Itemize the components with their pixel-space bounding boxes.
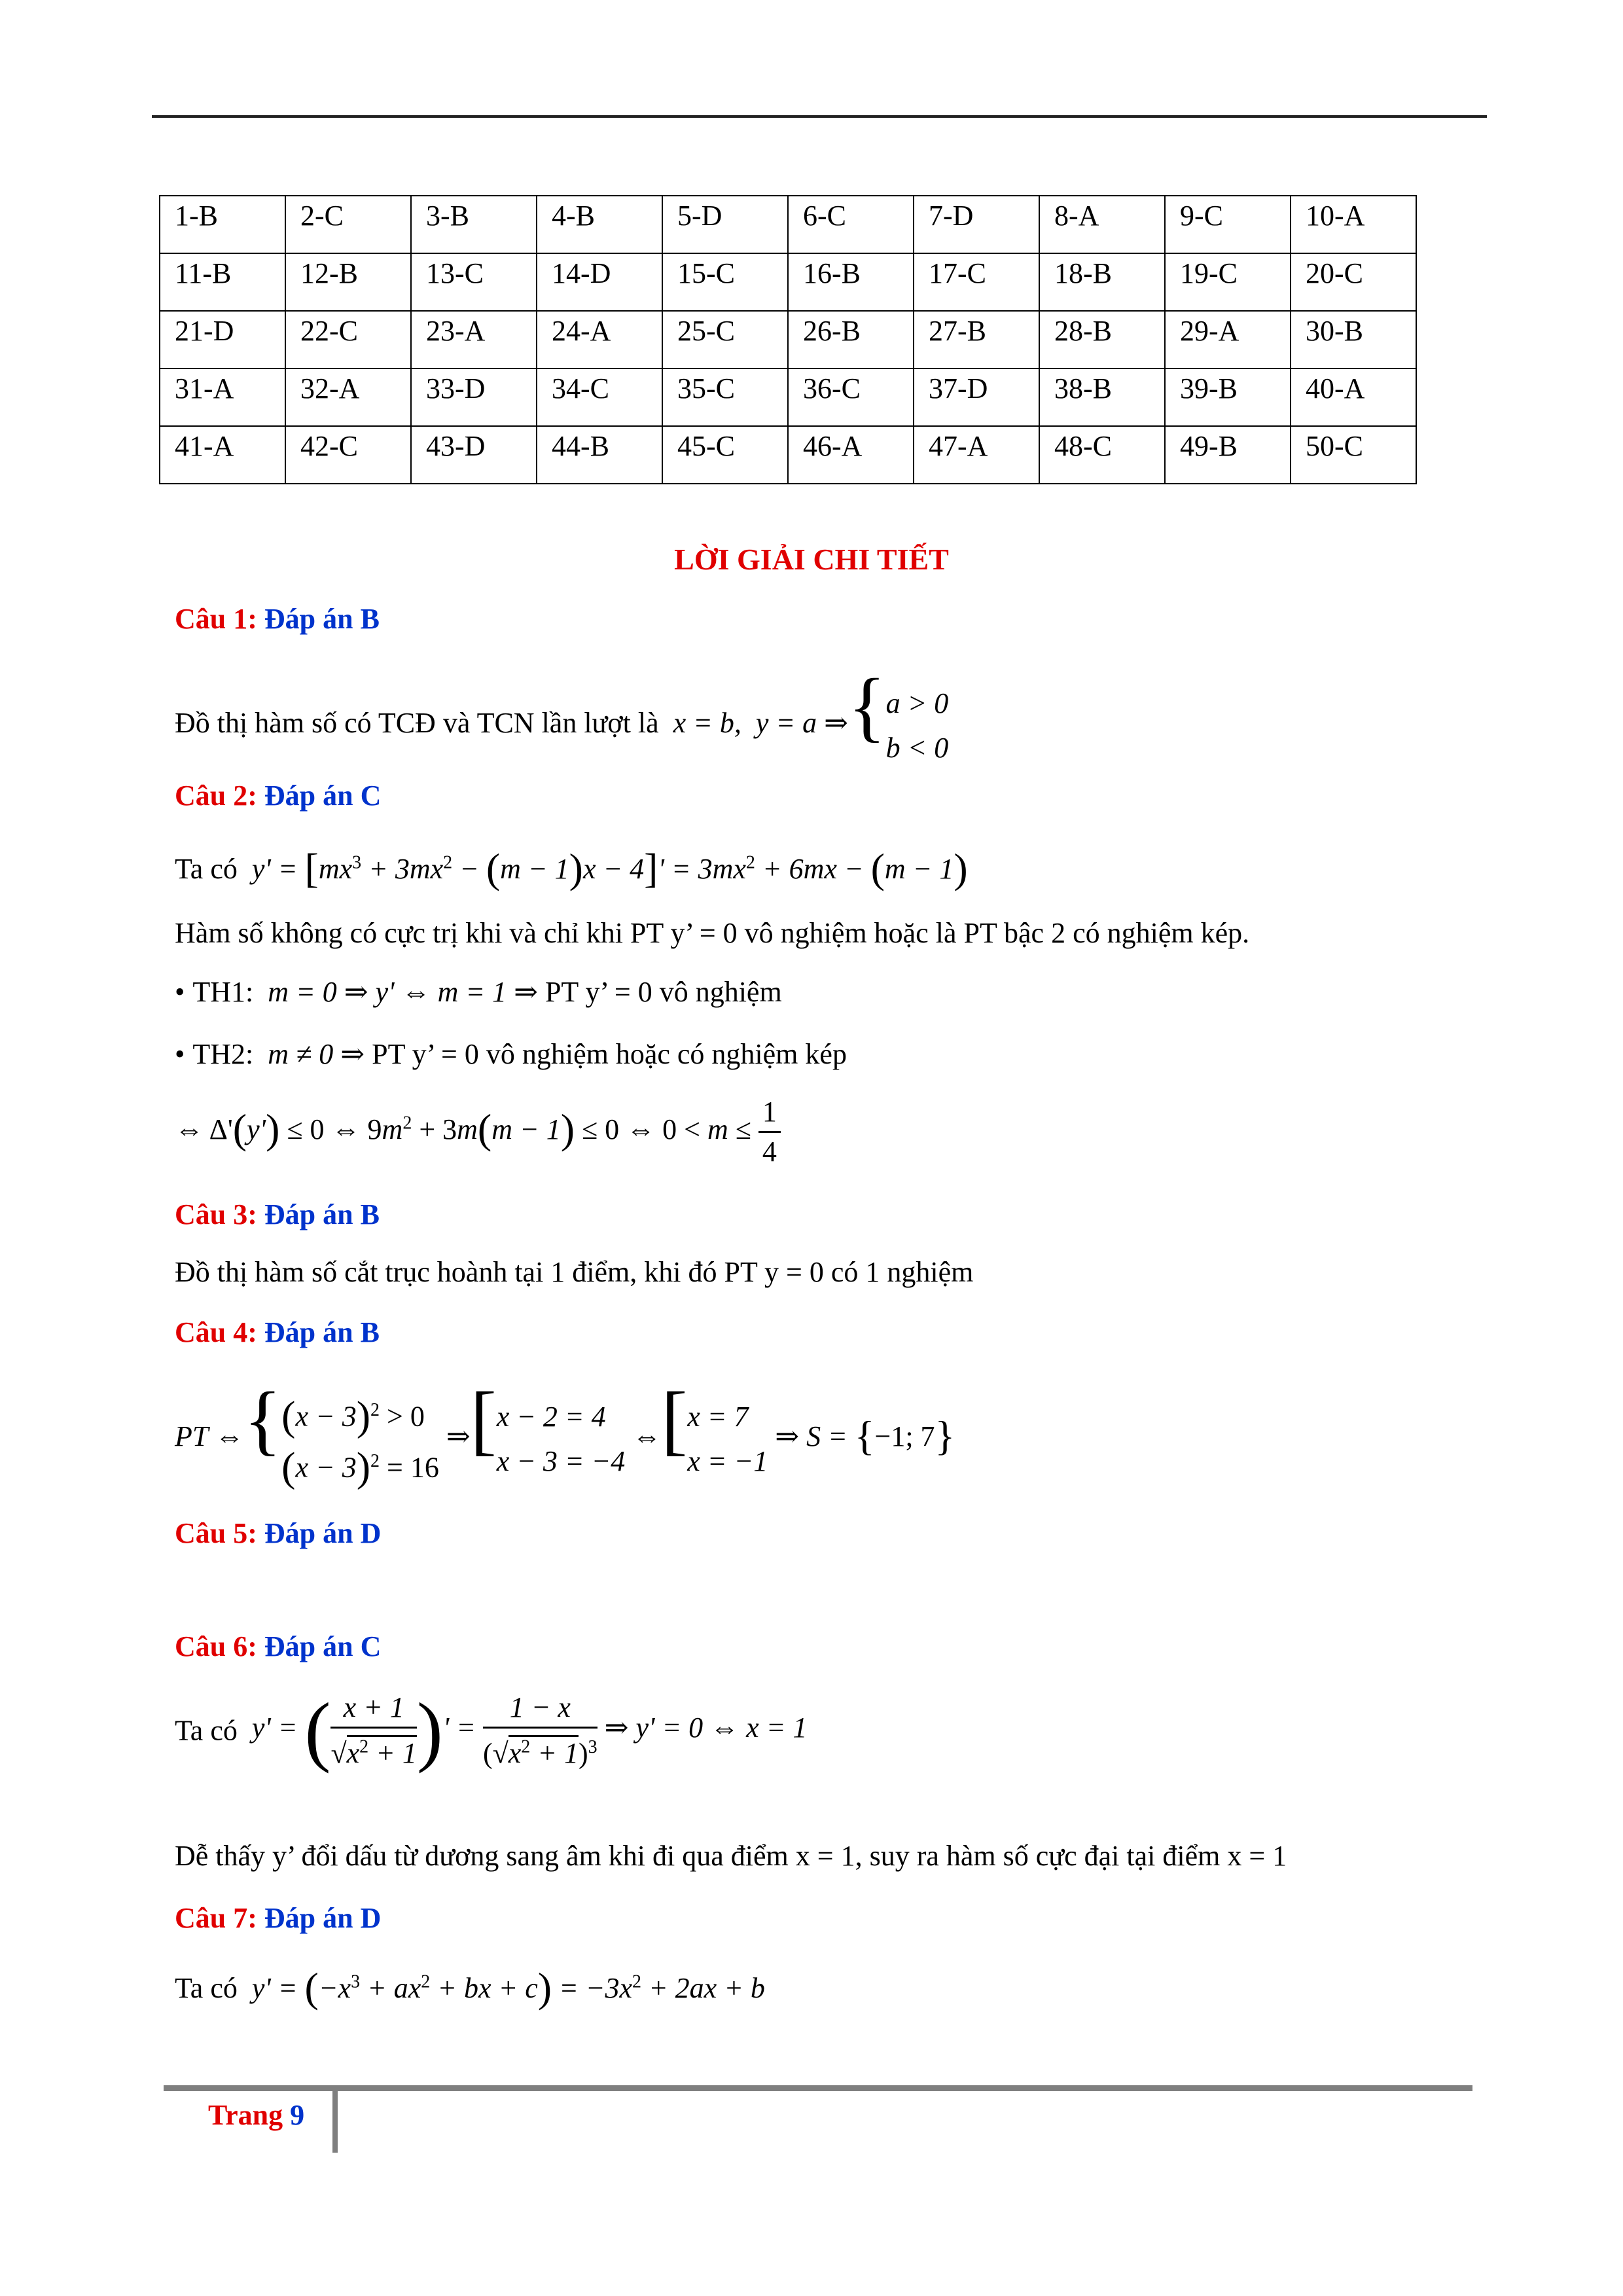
answer-cell: 3-B (411, 196, 537, 253)
answer-cell: 46-A (788, 426, 914, 484)
case-label: TH1: (192, 976, 254, 1008)
math-expression: PT ⇔{ $(x - 3)^2 > 0$ $(x - 3)^2 = 16$ ⇒[ x − 2 = 4 x − 3 = −4 ⇔[ x = 7 x = −1 ⇒ S = {−1; 7} (175, 1376, 955, 1490)
answer-cell: 21-D (160, 311, 285, 368)
answer-cell: 39-B (1165, 368, 1291, 426)
answer-cell: 30-B (1291, 311, 1416, 368)
question-heading (175, 602, 380, 636)
solution-text: Ta có (175, 1972, 238, 2004)
question-label: Câu 4: (175, 1316, 257, 1348)
bullet-icon: • (175, 976, 185, 1008)
page-footer (208, 2098, 304, 2132)
answer-cell: 36-C (788, 368, 914, 426)
answer-cell: 48-C (1039, 426, 1165, 484)
answer-cell: 50-C (1291, 426, 1416, 484)
table-row (160, 426, 1416, 484)
answer-cell: 23-A (411, 311, 537, 368)
answer-label: Đáp án B (264, 1198, 380, 1230)
page-label: Trang (208, 2099, 283, 2131)
section-title: LỜI GIẢI CHI TIẾT (674, 543, 949, 576)
question-heading (175, 1316, 380, 1349)
question-heading (175, 1630, 381, 1663)
question-label: Câu 5: (175, 1517, 257, 1549)
answer-cell: 40-A (1291, 368, 1416, 426)
answer-cell: 12-B (285, 253, 411, 311)
table-row (160, 368, 1416, 426)
answer-label: Đáp án B (264, 603, 380, 635)
answer-cell: 32-A (285, 368, 411, 426)
answer-cell: 33-D (411, 368, 537, 426)
answer-cell: 25-C (662, 311, 788, 368)
solution-text: Đồ thị hàm số có TCĐ và TCN lần lượt là (175, 707, 659, 739)
question-heading (175, 1516, 381, 1550)
answer-cell: 42-C (285, 426, 411, 484)
table-row (160, 196, 1416, 253)
solution-text: Hàm số không có cực trị khi và chỉ khi PT y’ = 0 vô nghiệm hoặc là PT bậc 2 có nghiệm kép. (175, 917, 1250, 949)
solution-line (175, 844, 968, 893)
answer-cell: 1-B (160, 196, 285, 253)
math-expression: ⇔ Δ'(y') ≤ 0 ⇔ $9m^2 + 3m(m - 1) \le 0$ ⇔ 0 < m ≤ $\frac{1}{4}$ (175, 1093, 781, 1171)
answer-cell: 8-A (1039, 196, 1165, 253)
solution-text: Dễ thấy y’ đổi dấu từ dương sang âm khi đi qua điểm x = 1, suy ra hàm số cực đại tại điểm x = 1 (175, 1840, 1287, 1872)
answer-label: Đáp án B (264, 1316, 380, 1348)
solution-text: Ta có (175, 1714, 238, 1747)
answer-cell: 10-A (1291, 196, 1416, 253)
header-rule (152, 115, 1487, 118)
question-label: Câu 1: (175, 603, 257, 635)
answer-cell: 4-B (537, 196, 662, 253)
question-label: Câu 2: (175, 780, 257, 812)
answer-label: Đáp án D (264, 1902, 382, 1934)
answer-cell: 6-C (788, 196, 914, 253)
answer-cell: 5-D (662, 196, 788, 253)
question-heading (175, 1198, 380, 1231)
answer-cell: 47-A (914, 426, 1039, 484)
question-label: Câu 7: (175, 1902, 257, 1934)
math-expression: $y' = (-x^3 + ax^2$ + bx + $c) = -3x^2 + 2ax + b$ (244, 1964, 765, 2011)
answer-cell: 37-D (914, 368, 1039, 426)
question-heading (175, 1901, 381, 1935)
answer-cell: 20-C (1291, 253, 1416, 311)
math-expression: x = b, y = a ⇒{ a > 0 b < 0 (666, 662, 949, 764)
answer-cell: 13-C (411, 253, 537, 311)
answer-cell: 17-C (914, 253, 1039, 311)
solution-line (175, 1037, 847, 1071)
solution-line (175, 1964, 765, 2012)
answer-cell: 14-D (537, 253, 662, 311)
answer-label: Đáp án C (264, 780, 382, 812)
answer-cell: 26-B (788, 311, 914, 368)
answer-cell: 31-A (160, 368, 285, 426)
answer-cell: 24-A (537, 311, 662, 368)
answer-cell: 27-B (914, 311, 1039, 368)
answer-cell: 19-C (1165, 253, 1291, 311)
page-number: 9 (290, 2099, 305, 2131)
answer-cell: 35-C (662, 368, 788, 426)
math-expression: m ≠ 0 ⇒ (260, 1038, 365, 1070)
footer-divider (332, 2090, 338, 2153)
answer-cell: 38-B (1039, 368, 1165, 426)
table-row (160, 253, 1416, 311)
answer-cell: 44-B (537, 426, 662, 484)
question-heading (175, 779, 381, 812)
bullet-icon: • (175, 1038, 185, 1070)
answer-cell: 15-C (662, 253, 788, 311)
solution-text: Đồ thị hàm số cắt trục hoành tại 1 điểm, khi đó PT y = 0 có 1 nghiệm (175, 1256, 974, 1288)
answer-cell: 29-A (1165, 311, 1291, 368)
case-label: TH2: (192, 1038, 254, 1070)
answer-label: Đáp án C (264, 1630, 382, 1662)
math-expression: y' = ( $\frac{x + 1}{√x^2 + 1}$ )' = $\frac{1 - x}{(√x^2 + 1)^3}$ ⇒ y' = 0 ⇔ x = 1 (244, 1687, 808, 1774)
solution-line (175, 975, 782, 1009)
answer-cell: 45-C (662, 426, 788, 484)
table-row (160, 311, 1416, 368)
math-expression: m = 0 ⇒ y' ⇔ m = 1 ⇒ (260, 976, 538, 1008)
solution-text: Ta có (175, 853, 238, 885)
answer-cell: 22-C (285, 311, 411, 368)
answer-cell: 41-A (160, 426, 285, 484)
answer-cell: 49-B (1165, 426, 1291, 484)
answer-cell: 43-D (411, 426, 537, 484)
answer-cell: 9-C (1165, 196, 1291, 253)
answer-label: Đáp án D (264, 1517, 382, 1549)
solution-text: PT y’ = 0 vô nghiệm hoặc có nghiệm kép (372, 1038, 847, 1070)
answer-cell: 18-B (1039, 253, 1165, 311)
answer-cell: 16-B (788, 253, 914, 311)
answer-cell: 2-C (285, 196, 411, 253)
math-expression: $y' = [mx^3 + 3mx^2 - (m - 1)x - 4]' = 3mx^2 + 6mx - (m - 1)$ (244, 845, 968, 891)
answer-cell: 7-D (914, 196, 1039, 253)
solution-text: PT y’ = 0 vô nghiệm (544, 976, 782, 1008)
question-label: Câu 6: (175, 1630, 257, 1662)
answer-key-table (159, 195, 1417, 484)
answer-cell: 28-B (1039, 311, 1165, 368)
answer-cell: 11-B (160, 253, 285, 311)
solution-line (175, 661, 948, 770)
answer-cell: 34-C (537, 368, 662, 426)
solution-line (175, 1685, 807, 1776)
question-label: Câu 3: (175, 1198, 257, 1230)
footer-rule (164, 2085, 1472, 2091)
